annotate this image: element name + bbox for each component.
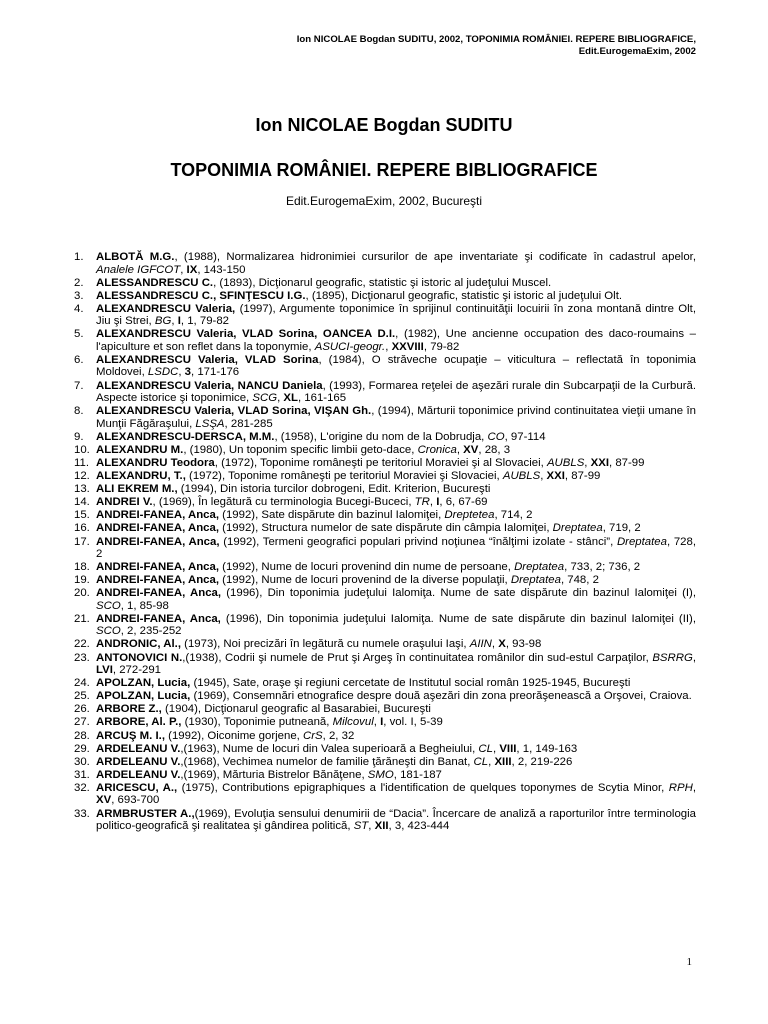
bibliography-entry xyxy=(74,277,696,290)
entry-text: , (1984), O străveche ocupaţie – viticultura – reflectată în toponimia Moldovei, xyxy=(96,353,697,379)
entry-author: ANDREI-FANEA, Anca, xyxy=(96,535,220,548)
entry-author: XXI xyxy=(546,470,565,483)
entry-author: ALEXANDRESCU Valeria, NANCU Daniela xyxy=(96,379,323,392)
entry-text: , 1, 85-98 xyxy=(120,599,169,612)
entry-text: , xyxy=(488,755,495,768)
entry-author: APOLZAN, Lucia, xyxy=(96,690,191,703)
entry-number: 6. xyxy=(74,353,84,366)
entry-author: ALEXANDRESCU Valeria, VLAD Sorina xyxy=(96,353,319,366)
entry-number: 8. xyxy=(74,405,84,418)
entry-number: 7. xyxy=(74,379,84,392)
entry-text: (1992), Nume de locuri provenind din nume de persoane, xyxy=(219,561,515,574)
entry-text: (1994), Din istoria turcilor dobrogeni, Edit. Kriterion, Bucureşti xyxy=(177,483,491,496)
entry-author: I xyxy=(380,716,384,729)
bibliography-entry xyxy=(74,457,696,470)
entry-author: ANDRONIC, Al., xyxy=(96,638,182,651)
entry-number: 14. xyxy=(74,496,90,509)
bibliography-entry xyxy=(74,354,696,379)
entry-text: ,(1968), Vechimea numelor de familie ţărăneşti din Banat, xyxy=(180,755,474,768)
entry-number: 33. xyxy=(74,807,90,820)
bibliography-entry xyxy=(74,509,696,522)
entry-author: I xyxy=(436,496,440,509)
entry-text: (1904), Dicţionarul geografic al Basarabiei, Bucureşti xyxy=(161,703,431,716)
entry-text: , 3, 423-444 xyxy=(388,820,450,832)
entry-author: ALBOTĂ M.G. xyxy=(96,251,175,263)
entry-number: 12. xyxy=(74,470,90,483)
entry-text: , xyxy=(277,392,284,405)
entry-text: , xyxy=(180,263,187,276)
entry-text: , xyxy=(540,470,547,483)
bibliography-entry xyxy=(74,328,696,353)
entry-text: , xyxy=(385,340,392,353)
bibliography-entry xyxy=(74,756,696,769)
entry-text: , 181-187 xyxy=(393,768,442,781)
entry-number: 32. xyxy=(74,781,90,794)
entry-text: , (1988), Normalizarea hidronimiei cursurilor de ape inventariate şi codificate în cadastrul apelor, xyxy=(174,251,696,263)
entry-source: Dreptatea xyxy=(514,561,565,574)
entry-number: 10. xyxy=(74,443,90,456)
entry-text: , 171-176 xyxy=(191,366,240,379)
entry-text: (1930), Toponimie putneană, xyxy=(181,716,333,729)
bibliography-entry xyxy=(74,587,696,612)
entry-author: ALEXANDRESCU Valeria, VLAD Sorina, OANCEA D.I. xyxy=(96,328,396,341)
bibliography-entry xyxy=(74,782,696,807)
entry-text: , 1, 79-82 xyxy=(180,315,229,328)
bibliography-entry xyxy=(74,251,696,276)
bibliography-entry xyxy=(74,613,696,638)
entry-text: , xyxy=(692,651,697,664)
entry-text: , 97-114 xyxy=(504,430,546,443)
entry-text: , 719, 2 xyxy=(602,522,641,535)
entry-author: ANDREI-FANEA, Anca, xyxy=(96,587,222,600)
entry-text: , (1969), În legătură cu terminologia Bucegi-Buceci, xyxy=(152,496,415,509)
entry-author: X xyxy=(498,638,506,651)
entry-text: , 87-99 xyxy=(609,456,645,469)
entry-text: , 28, 3 xyxy=(478,443,511,456)
entry-author: ARDELEANU V. xyxy=(96,755,181,768)
authors-heading: Ion NICOLAE Bogdan SUDITU xyxy=(255,115,513,135)
bibliography-entry xyxy=(74,444,696,457)
entry-text: ,(1938), Codrii şi numele de Prut şi Argeş în continuitatea românilor din sud-estul Carpaţilor, xyxy=(182,651,653,664)
entry-author: I xyxy=(177,315,181,328)
entry-source: LSŞA xyxy=(195,417,225,430)
entry-source: ST xyxy=(353,820,369,832)
bibliography-entry xyxy=(74,536,696,561)
entry-number: 23. xyxy=(74,651,90,664)
bibliography-entry xyxy=(74,703,696,716)
entry-author: ALESSANDRESCU C., SFINŢESCU I.G. xyxy=(96,289,306,302)
entry-text: , xyxy=(492,742,500,755)
entry-text: , 748, 2 xyxy=(560,574,599,587)
entry-text: , (1895), Dicţionarul geografic, statistic şi istoric al judeţului Olt. xyxy=(305,289,623,302)
bibliography-entry xyxy=(74,574,696,587)
entry-text: , 1, 149-163 xyxy=(516,742,578,755)
bibliography-entry xyxy=(74,522,696,535)
bibliography-entry xyxy=(74,769,696,782)
entry-text: (1992), Structura numelor de sate dispărute din câmpia Ialomiţei, xyxy=(219,522,553,535)
entry-number: 1. xyxy=(74,251,84,263)
entry-number: 9. xyxy=(74,430,84,443)
entry-source: SCO xyxy=(96,599,121,612)
entry-author: ANDREI-FANEA, Anca, xyxy=(96,561,219,574)
entry-text: (1992), Oiconime gorjene, xyxy=(164,729,304,742)
entry-text: , 728, 2 xyxy=(96,535,696,560)
entry-source: AUBLS xyxy=(502,470,541,483)
bibliography-entry xyxy=(74,730,696,743)
entry-text: , 733, 2; 736, 2 xyxy=(564,561,641,574)
bibliography-entry xyxy=(74,652,696,677)
entry-text: , xyxy=(178,366,185,379)
entry-author: XXVIII xyxy=(391,340,424,353)
entry-text: , 272-291 xyxy=(112,664,162,677)
entry-text: , 161-165 xyxy=(297,392,347,405)
entry-source: CO xyxy=(487,430,505,443)
bibliography-entry xyxy=(74,561,696,574)
bibliography-entry xyxy=(74,743,696,756)
entry-source: Dreptatea xyxy=(552,522,603,535)
bibliography-entry xyxy=(74,638,696,651)
entry-number: 26. xyxy=(74,703,90,716)
entry-text: , 281-285 xyxy=(224,417,273,430)
entry-author: ANDREI V. xyxy=(96,496,153,509)
entry-number: 20. xyxy=(74,587,90,600)
entry-author: ALEXANDRU Teodora xyxy=(96,456,215,469)
entry-text: (1992), Nume de locuri provenind de la diverse populaţii, xyxy=(219,574,511,587)
entry-number: 27. xyxy=(74,716,90,729)
entry-text: , (1994), Mărturii toponimice privind continuitatea vieţii umane în Munţii Făgăraşului, xyxy=(96,405,696,430)
entry-text: , 714, 2 xyxy=(494,509,533,522)
entry-number: 15. xyxy=(74,509,90,522)
entry-text: (1969), Evoluţia sensului denumirii de “Dacia”. Încercare de analiză a raporturilor între terminologia politico-geografică şi realitatea şi gândirea politică, xyxy=(96,807,696,832)
entry-text: , xyxy=(373,716,381,729)
entry-author: XII xyxy=(374,820,389,832)
entry-text: , (1972), Toponime româneşti pe teritoriul Moraviei şi al Slovaciei, xyxy=(214,456,547,469)
entry-text: , 2, 235-252 xyxy=(120,625,182,638)
entry-author: ALEXANDRU, T., xyxy=(96,470,186,483)
entry-author: ARBORE, Al. P., xyxy=(96,716,182,729)
entry-author: VIII xyxy=(499,742,517,755)
entry-text: , (1958), L'origine du nom de la Dobrudja, xyxy=(274,430,488,443)
entry-text: , xyxy=(456,443,464,456)
bibliography-entry xyxy=(74,690,696,703)
entry-text: , xyxy=(584,456,591,469)
entry-text: (1945), Sate, oraşe şi regiuni cercetate de Institutul social român 1925-1945, Bucureşti xyxy=(190,677,631,690)
entry-text: , xyxy=(368,820,375,832)
bibliography-entry xyxy=(74,405,696,430)
entry-author: ARMBRUSTER A., xyxy=(96,807,195,820)
entry-number: 29. xyxy=(74,742,90,755)
entry-number: 24. xyxy=(74,677,90,690)
entry-source: BG xyxy=(154,315,172,328)
entry-source: CrS xyxy=(303,729,323,742)
entry-author: APOLZAN, Lucia, xyxy=(96,677,191,690)
bibliography-entry xyxy=(74,470,696,483)
running-header-line-1: Ion NICOLAE Bogdan SUDITU, 2002, TOPONIMIA ROMÂNIEI. REPERE BIBLIOGRAFICE, xyxy=(296,34,696,45)
entry-number: 11. xyxy=(74,456,89,469)
entry-text: , 693-700 xyxy=(111,794,160,807)
entry-author: ALESSANDRESCU C. xyxy=(96,276,214,289)
bibliography-entry xyxy=(74,290,696,303)
entry-source: SCO xyxy=(96,625,121,638)
entry-number: 30. xyxy=(74,755,90,768)
entry-number: 5. xyxy=(74,328,84,341)
entry-author: XIII xyxy=(494,755,512,768)
bibliography-list xyxy=(74,251,696,833)
entry-number: 16. xyxy=(74,522,90,535)
entry-source: Dreptatea xyxy=(616,535,667,548)
entry-author: ARDELEANU V. xyxy=(96,768,181,781)
entry-source: SMO xyxy=(367,768,394,781)
entry-source: SCG xyxy=(252,392,278,405)
entry-author: IX xyxy=(186,263,198,276)
entry-text: (1992), Sate dispărute din bazinul Ialomiţei, xyxy=(219,509,445,522)
document-title: TOPONIMIA ROMÂNIEI. REPERE BIBLIOGRAFICE xyxy=(170,160,598,180)
entry-author: ALI EKREM M., xyxy=(96,483,178,496)
entry-text: , 87-99 xyxy=(564,470,601,483)
entry-author: ALEXANDRU M. xyxy=(96,443,184,456)
entry-text: , 143-150 xyxy=(197,263,246,276)
entry-source: CL xyxy=(478,742,493,755)
edition-line: Edit.EurogemaExim, 2002, Bucureşti xyxy=(285,194,483,208)
entry-author: 3 xyxy=(184,366,191,379)
bibliography-entry xyxy=(74,808,696,833)
entry-author: XL xyxy=(283,392,298,405)
entry-author: XXI xyxy=(590,456,610,469)
entry-text: (1969), Consemnări etnografice despre două aşezări din zona preorăşenească a Orşovei, Craiova. xyxy=(190,690,692,703)
entry-author: ARCUŞ M. I., xyxy=(96,729,165,742)
entry-author: LVI xyxy=(96,664,113,677)
entry-text: ,(1963), Nume de locuri din Valea superioară a Begheiului, xyxy=(180,742,479,755)
entry-source: LSDC xyxy=(147,366,179,379)
entry-source: AUBLS xyxy=(546,456,585,469)
entry-source: TR xyxy=(414,496,430,509)
entry-text: , 93-98 xyxy=(505,638,542,651)
entry-number: 17. xyxy=(74,535,90,548)
bibliography-entry xyxy=(74,380,696,405)
entry-author: ANTONOVICI N. xyxy=(96,651,183,664)
entry-author: ANDREI-FANEA, Anca, xyxy=(96,574,219,587)
bibliography-entry xyxy=(74,431,696,444)
entry-number: 13. xyxy=(74,483,90,496)
entry-text: , (1993), Formarea reţelei de aşezări rurale din Subcarpaţii de la Curbură. Aspecte istorice şi toponimice, xyxy=(96,379,696,405)
entry-text: , 2, 32 xyxy=(322,729,355,742)
entry-number: 22. xyxy=(74,638,90,651)
entry-source: ASUCI-geogr. xyxy=(314,340,386,353)
entry-number: 4. xyxy=(74,302,84,315)
entry-author: ARDELEANU V. xyxy=(96,742,181,755)
bibliography-entry xyxy=(74,303,696,328)
entry-source: Cronica xyxy=(417,443,457,456)
entry-text: , vol. I, 5-39 xyxy=(383,716,443,729)
running-header-line-2: Edit.EurogemaExim, 2002 xyxy=(578,46,696,57)
bibliography-entry xyxy=(74,496,696,509)
entry-author: ALEXANDRESCU Valeria, xyxy=(96,302,236,315)
page-number: 1 xyxy=(686,956,692,968)
entry-number: 2. xyxy=(74,276,84,289)
entry-text: , (1980), Un toponim specific limbii geto-dace, xyxy=(183,443,418,456)
bibliography-entry xyxy=(74,483,696,496)
entry-text: , 6, 67-69 xyxy=(439,496,488,509)
entry-text: , xyxy=(171,315,178,328)
entry-number: 28. xyxy=(74,729,90,742)
entry-number: 19. xyxy=(74,574,90,587)
entry-source: RPH xyxy=(668,781,693,794)
entry-text: (1975), Contributions epigraphiques a l'identification de quelques toponymes de Scytia Minor, xyxy=(177,781,669,794)
entry-text: (1973), Noi precizări în legătură cu numele oraşului Iaşi, xyxy=(181,638,470,651)
entry-number: 25. xyxy=(74,690,90,703)
entry-text: ,(1969), Mărturia Bistrelor Bănăţene, xyxy=(180,768,368,781)
entry-text: (1996), Din toponimia judeţului Ialomiţa. Nume de sate dispărute din bazinul Ialomiţei (I), xyxy=(221,587,696,600)
entry-text: (1972), Toponime româneşti pe teritoriul Moraviei şi Slovaciei, xyxy=(185,470,503,483)
entry-source: BSRRG xyxy=(652,651,693,664)
entry-text: , 79-82 xyxy=(423,340,460,353)
entry-author: ANDREI-FANEA, Anca, xyxy=(96,509,219,522)
entry-text: (1996), Din toponimia judeţului Ialomiţa. Nume de sate dispărute din bazinul Ialomiţei (II), xyxy=(220,612,696,625)
entry-author: ARICESCU, A., xyxy=(96,781,178,794)
entry-text: (1997), Argumente toponimice în sprijinul continuităţii locuirii în zona montană dintre Olt, Jiu şi Strei, xyxy=(96,302,696,328)
entry-text: , 2, 219-226 xyxy=(511,755,573,768)
bibliography-entry xyxy=(74,716,696,729)
entry-number: 3. xyxy=(74,289,84,302)
entry-text: , xyxy=(692,781,697,794)
entry-author: ANDREI-FANEA, Anca, xyxy=(96,522,219,535)
entry-text: , xyxy=(491,638,499,651)
entry-source: Milcovul xyxy=(332,716,374,729)
entry-author: XV xyxy=(96,794,112,807)
running-header xyxy=(297,34,696,58)
entry-number: 21. xyxy=(74,612,90,625)
entry-source: Dreptatea xyxy=(510,574,561,587)
entry-author: XV xyxy=(463,443,479,456)
entry-author: ALEXANDRESCU-DERSCA, M.M. xyxy=(96,430,275,443)
entry-number: 18. xyxy=(74,561,90,574)
entry-text: , xyxy=(429,496,437,509)
entry-number: 31. xyxy=(74,768,90,781)
entry-text: (1992), Termeni geografici populari privind noţiunea “înălţimi izolate - stânci”, xyxy=(219,535,617,548)
entry-author: ALEXANDRESCU Valeria, VLAD Sorina, VIŞAN Gh. xyxy=(96,405,372,418)
entry-source: AIIN xyxy=(469,638,492,651)
bibliography-entry xyxy=(74,677,696,690)
entry-text: , (1982), Une ancienne occupation des daco-roumains – l'apiculture et son reflet dans la toponymie, xyxy=(96,328,696,353)
entry-source: Dreptetea xyxy=(444,509,495,522)
entry-text: , (1893), Dicţionarul geografic, statistic şi istoric al judeţului Muscel. xyxy=(213,276,552,289)
entry-source: Analele IGFCOT xyxy=(96,263,181,276)
entry-author: ARBORE Z., xyxy=(96,703,162,716)
entry-author: ANDREI-FANEA, Anca, xyxy=(96,612,221,625)
entry-source: CL xyxy=(473,755,489,768)
